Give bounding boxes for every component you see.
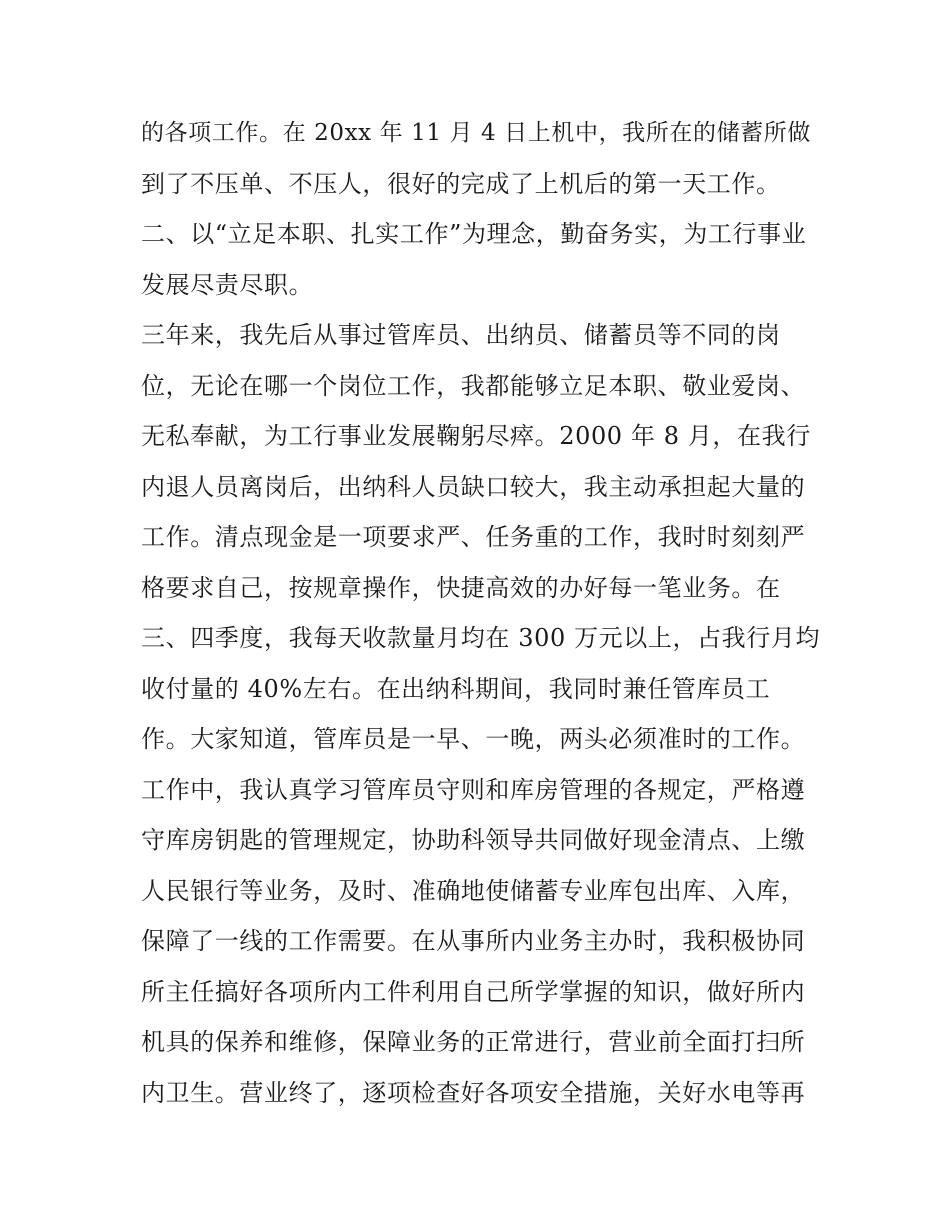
section-heading-line: 发展尽责尽职。 <box>141 270 314 299</box>
text-line: 作。大家知道，管库员是一早、一晚，两头必须准时的工作。 <box>141 725 806 753</box>
text-line: 守库房钥匙的管理规定，协助科领导共同做好现金清点、上缴 <box>141 826 806 854</box>
text-line: 人民银行等业务，及时、准确地使储蓄专业库包出库、入库， <box>141 876 806 905</box>
text-line: 收付量的 40%左右。在出纳科期间，我同时兼任管库员工 <box>141 674 771 703</box>
text-line: 机具的保养和维修，保障业务的正常进行，营业前全面打扫所 <box>141 1028 806 1056</box>
text-line: 内卫生。营业终了，逐项检查好各项安全措施，关好水电等再 <box>141 1078 806 1107</box>
text-line: 的各项工作。在 20xx 年 11 月 4 日上机中，我所在的储蓄所做 <box>141 120 811 146</box>
text-line: 所主任搞好各项所内工件利用自己所学掌握的知识，做好所内 <box>141 977 806 1006</box>
text-line: 无私奉献，为工行事业发展鞠躬尽瘁。2000 年 8 月，在我行 <box>141 422 811 450</box>
text-line: 保障了一线的工作需要。在从事所内业务主办时，我积极协同 <box>141 927 806 955</box>
text-line: 三年来，我先后从事过管库员、出纳员、储蓄员等不同的岗 <box>141 321 781 349</box>
text-line: 格要求自己，按规章操作，快捷高效的办好每一笔业务。在 <box>141 573 781 602</box>
document-body <box>141 108 821 1118</box>
text-line: 位，无论在哪一个岗位工作，我都能够立足本职、敬业爱岗、 <box>141 371 806 400</box>
text-line: 三、四季度，我每天收款量月均在 300 万元以上，占我行月均 <box>141 624 821 652</box>
section-heading-line: 二、以“立足本职、扎实工作”为理念，勤奋务实，为工行事业 <box>141 220 807 248</box>
text-line: 工作。清点现金是一项要求严、任务重的工作，我时时刻刻严 <box>141 523 806 551</box>
text-line: 到了不压单、不压人，很好的完成了上机后的第一天工作。 <box>141 169 781 198</box>
text-line: 内退人员离岗后，出纳科人员缺口较大，我主动承担起大量的 <box>141 472 806 501</box>
text-line: 工作中，我认真学习管库员守则和库房管理的各规定，严格遵 <box>141 775 806 804</box>
